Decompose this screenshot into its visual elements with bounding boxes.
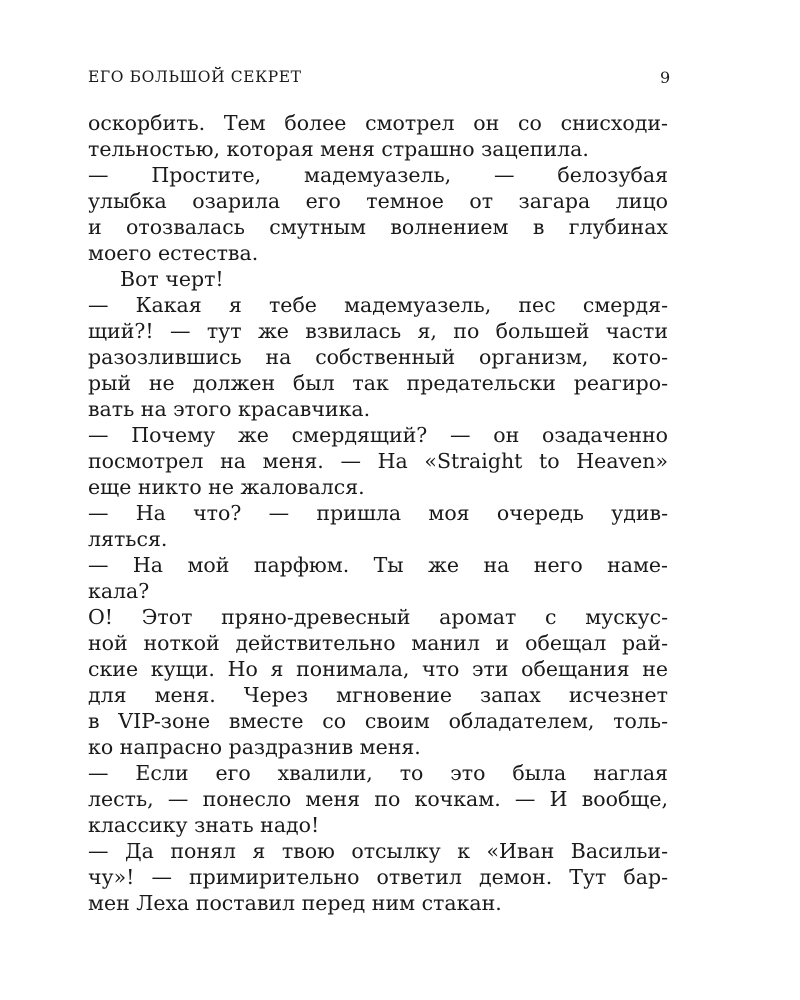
text-line: для меня. Через мгновение запах исчезнет — [88, 683, 668, 707]
page-number: 9 — [660, 68, 671, 87]
text-line: в VIP-зоне вместе со своим обладателем, толь- — [88, 709, 668, 733]
running-head-title: ЕГО БОЛЬШОЙ СЕКРЕТ — [88, 68, 302, 86]
text-line: классику знать надо! — [88, 813, 320, 837]
text-line: моего естества. — [88, 241, 259, 265]
text-line: — На что? — пришла моя очередь удив- — [88, 501, 668, 525]
text-line: ляться. — [88, 527, 168, 551]
text-line: — Да понял я твою отсылку к «Иван Васильи- — [88, 839, 668, 863]
text-line: — Какая я тебе мадемуазель, пес смердя- — [88, 293, 668, 317]
text-line: О! Этот пряно-древесный аромат с мускус- — [88, 605, 668, 629]
text-line: улыбка озарила его темное от загара лицо — [88, 189, 668, 213]
text-line: — Простите, мадемуазель, — белозубая — [88, 163, 668, 187]
text-line: кала? — [88, 579, 150, 603]
text-line: мен Леха поставил перед ним стакан. — [88, 891, 502, 915]
text-line: лесть, — понесло меня по кочкам. — И вообще, — [88, 787, 668, 811]
text-line: — Если его хвалили, то это была наглая — [88, 761, 668, 785]
text-line: ной ноткой действительно манил и обещал рай- — [88, 631, 668, 655]
text-line: — На мой парфюм. Ты же на него наме- — [88, 553, 668, 577]
text-line: ко напрасно раздразнив меня. — [88, 735, 421, 759]
text-line: разозлившись на собственный организм, кото- — [88, 345, 668, 369]
text-line: тельностью, которая меня страшно зацепила. — [88, 137, 589, 161]
text-line: чу»! — примирительно ответил демон. Тут бар- — [88, 865, 668, 889]
text-line: ские кущи. Но я понимала, что эти обещания не — [88, 657, 668, 681]
text-line: рый не должен был так предательски реагиро- — [88, 371, 668, 395]
text-line: вать на этого красавчика. — [88, 397, 371, 421]
text-line: посмотрел на меня. — На «Straight to Heaven» — [88, 449, 668, 473]
text-line: оскорбить. Тем более смотрел он со снисходи- — [88, 111, 668, 135]
text-line: и отозвалась смутным волнением в глубинах — [88, 215, 668, 239]
text-line: еще никто не жаловался. — [88, 475, 365, 499]
text-line: — Почему же смердящий? — он озадаченно — [88, 423, 668, 447]
text-line: щий?! — тут же взвилась я, по большей части — [88, 319, 668, 343]
text-line: Вот черт! — [120, 267, 224, 291]
